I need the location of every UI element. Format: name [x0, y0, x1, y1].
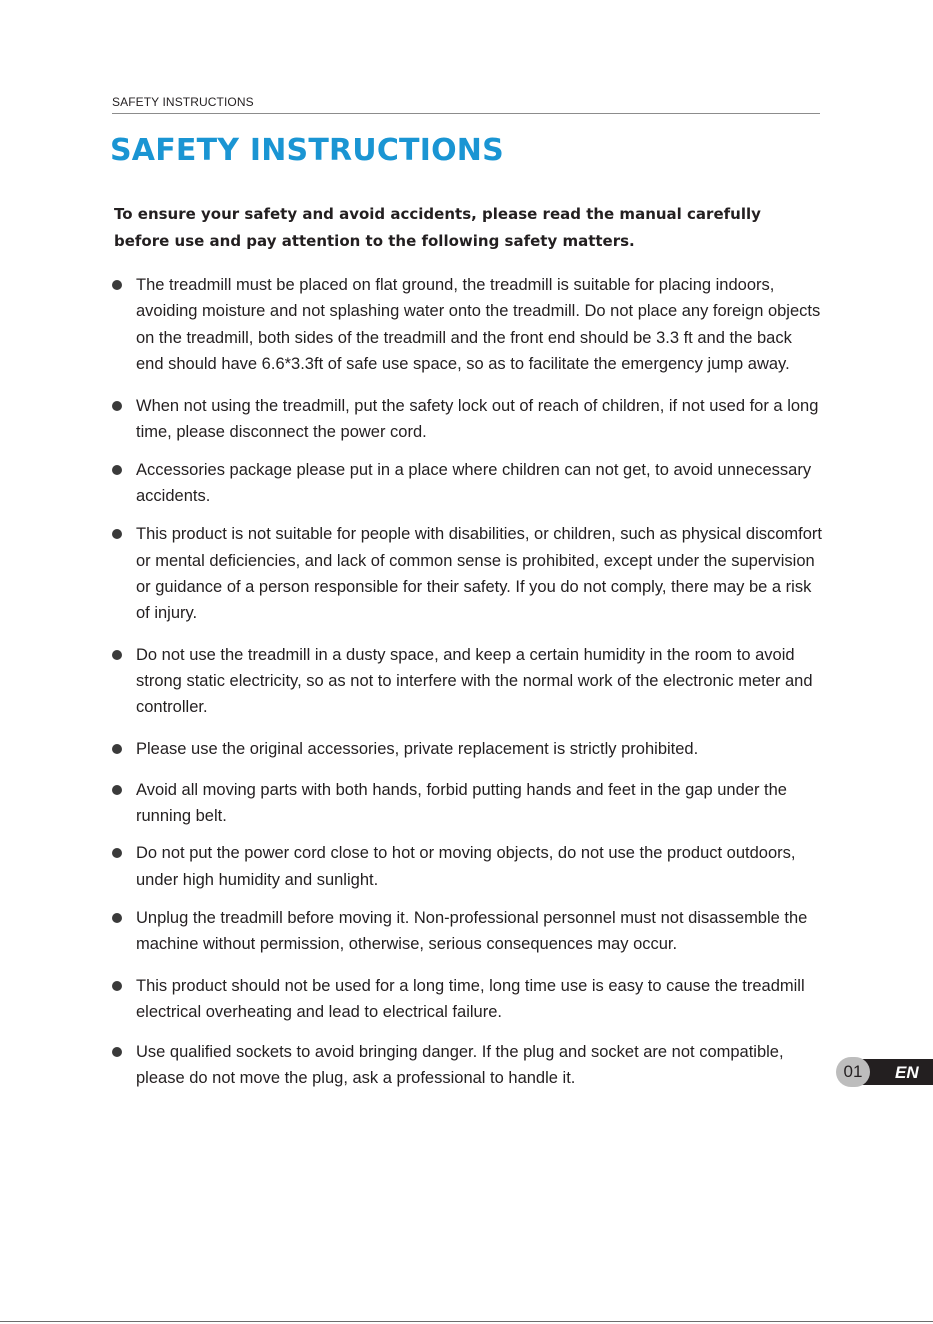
list-item [110, 457, 822, 510]
list-item-text: Use qualified sockets to avoid bringing danger. If the plug and socket are not compatible, please do not move the plug, ask a professional to handle it. [136, 1043, 784, 1088]
list-item-text: This product is not suitable for people with disabilities, or children, such as physical discomfort or mental deficiencies, and lack of common sense is prohibited, except under the supervision or guidance of a person responsible for their safety. If you do not comply, there may be a risk of injury. [136, 525, 822, 623]
language-code: EN [895, 1063, 919, 1082]
bullet-icon [112, 913, 122, 923]
bullet-icon [112, 401, 122, 411]
bullet-icon [112, 650, 122, 660]
bullet-icon [112, 465, 122, 475]
list-item [110, 736, 822, 762]
list-item-text: Please use the original accessories, private replacement is strictly prohibited. [136, 740, 699, 759]
list-item-text: When not using the treadmill, put the safety lock out of reach of children, if not used for a long time, please disconnect the power cord. [136, 397, 819, 442]
bullet-icon [112, 981, 122, 991]
list-item [110, 905, 822, 958]
safety-list [110, 272, 822, 1092]
list-item [110, 1039, 822, 1092]
list-item [110, 393, 822, 446]
list-item-text: This product should not be used for a long time, long time use is easy to cause the treadmill electrical overheating and lead to electrical failure. [136, 976, 805, 1021]
list-item-text: Accessories package please put in a place where children can not get, to avoid unnecessary accidents. [136, 460, 812, 506]
page-title: SAFETY INSTRUCTIONS [110, 133, 504, 168]
bullet-icon [112, 744, 122, 754]
bottom-divider [0, 1321, 933, 1322]
list-item [110, 521, 822, 626]
language-tab [836, 1057, 933, 1087]
bullet-icon [112, 280, 122, 290]
bullet-icon [112, 1047, 122, 1057]
list-item-text: The treadmill must be placed on flat ground, the treadmill is suitable for placing indoors, avoiding moisture and not splashing water onto the treadmill. Do not place any foreign objects on the treadmill, both sides of the treadmill and the front end should be 3.3 ft and the back end should have 6.6*3.3ft of safe use space, so as to facilitate the emergency jump away. [136, 276, 821, 373]
bullet-icon [112, 848, 122, 858]
list-item [110, 642, 822, 721]
list-item [110, 777, 822, 830]
list-item-text: Avoid all moving parts with both hands, forbid putting hands and feet in the gap under the running belt. [136, 780, 787, 826]
list-item-text: Do not use the treadmill in a dusty space, and keep a certain humidity in the room to avoid strong static electricity, so as not to interfere with the normal work of the electronic meter and controller. [136, 645, 813, 717]
list-item [110, 272, 822, 377]
bullet-icon [112, 529, 122, 539]
running-header: SAFETY INSTRUCTIONS [112, 95, 820, 114]
page-number: 01 [836, 1057, 870, 1087]
bullet-icon [112, 785, 122, 795]
intro-paragraph: To ensure your safety and avoid accidents, please read the manual carefully before use and pay attention to the following safety matters. [114, 205, 761, 250]
list-item-text: Unplug the treadmill before moving it. Non-professional personnel must not disassemble the machine without permission, otherwise, serious consequences may occur. [136, 908, 808, 954]
list-item [110, 973, 822, 1026]
list-item-text: Do not put the power cord close to hot or moving objects, do not use the product outdoors, under high humidity and sunlight. [136, 844, 796, 889]
list-item [110, 840, 822, 893]
